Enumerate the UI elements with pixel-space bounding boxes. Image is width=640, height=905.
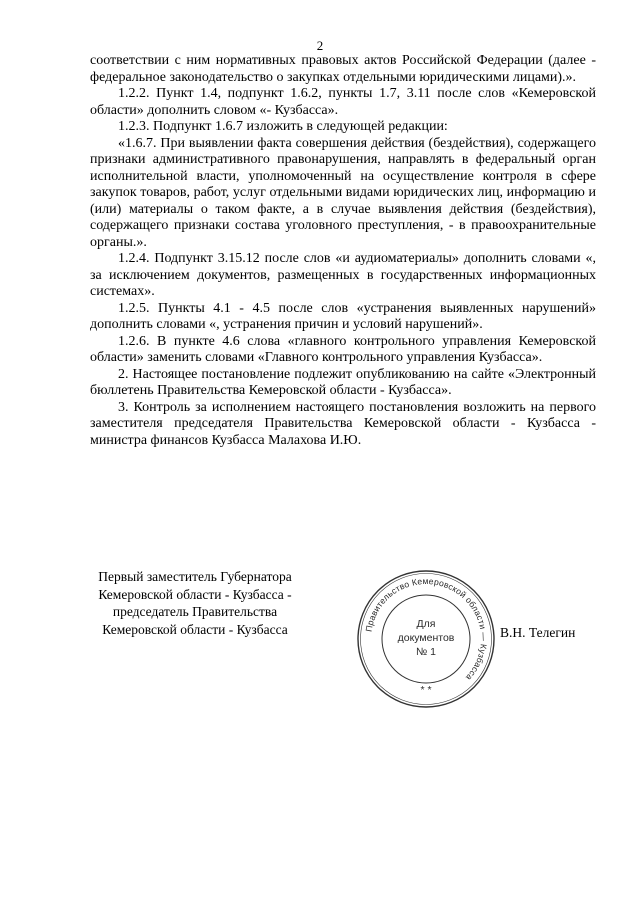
official-seal-stamp bbox=[352, 565, 500, 713]
paragraph-1-2-6: 1.2.6. В пункте 4.6 слова «главного контрольного управления Кемеровской области» заменить словами «Главного контрольного управления Кузбасса». bbox=[90, 333, 596, 365]
paragraph-1-2-3: 1.2.3. Подпункт 1.6.7 изложить в следующей редакции: bbox=[118, 119, 448, 134]
signatory-position-line: Кемеровской области - Кузбасса - bbox=[98, 586, 292, 602]
stamp-center-line: № 1 bbox=[415, 646, 437, 658]
signatory-position-line: Кемеровской области - Кузбасса bbox=[102, 621, 288, 637]
paragraph-3: 3. Контроль за исполнением настоящего постановления возложить на первого заместителя председателя Правительства Кемеровской области - Кузбасса - министра финансов Кузбасса Малахова И.Ю. bbox=[90, 399, 596, 448]
paragraph-1-2-2: 1.2.2. Пункт 1.4, подпункт 1.6.2, пункты 1.7, 3.11 после слов «Кемеровской области» дополнить словом «- Кузбасса». bbox=[90, 86, 596, 118]
page-number: 2 bbox=[316, 38, 324, 53]
document-body bbox=[90, 53, 596, 449]
paragraph-2: 2. Настоящее постановление подлежит опубликованию на сайте «Электронный бюллетень Правительства Кемеровской области - Кузбасса». bbox=[90, 366, 596, 398]
signatory-position-line: председатель Правительства bbox=[112, 604, 278, 619]
stamp-ring-text: Правительство Кемеровской области — Кузбасса bbox=[363, 575, 490, 683]
paragraph-1-2-4: 1.2.4. Подпункт 3.15.12 после слов «и аудиоматериалы» дополнить словами «, за исключением документов, размещенных в государственных информационных системах». bbox=[90, 251, 596, 299]
paragraph-continuation: соответствии с ним нормативных правовых актов Российской Федерации (далее - федеральное законодательство о закупках отдельными юридическими лицами).». bbox=[90, 53, 596, 85]
signatory-name: В.Н. Телегин bbox=[500, 625, 576, 640]
stamp-center-line: Для bbox=[416, 618, 436, 630]
stamp-stars: * * bbox=[420, 684, 432, 696]
stamp-center-line: документов bbox=[397, 632, 455, 644]
paragraph-1-6-7: «1.6.7. При выявлении факта совершения действия (бездействия), содержащего признаки административного правонарушения, направлять в федеральный орган исполнительной власти, уполномоченный на осуществление контроля в сфере закупок товаров, работ, услуг отдельными видами юридических лиц, информацию и (или) материалы о таком факте, а в случае выявления действия (бездействия), содержащего признаки состава уголовного преступления, - в правоохранительные органы.». bbox=[90, 135, 596, 250]
signatory-position-line: Первый заместитель Губернатора bbox=[98, 569, 292, 584]
paragraph-1-2-5: 1.2.5. Пункты 4.1 - 4.5 после слов «устранения выявленных нарушений» дополнить словами «, устранения причин и условий нарушений». bbox=[90, 300, 596, 332]
signatory-position bbox=[60, 568, 330, 638]
